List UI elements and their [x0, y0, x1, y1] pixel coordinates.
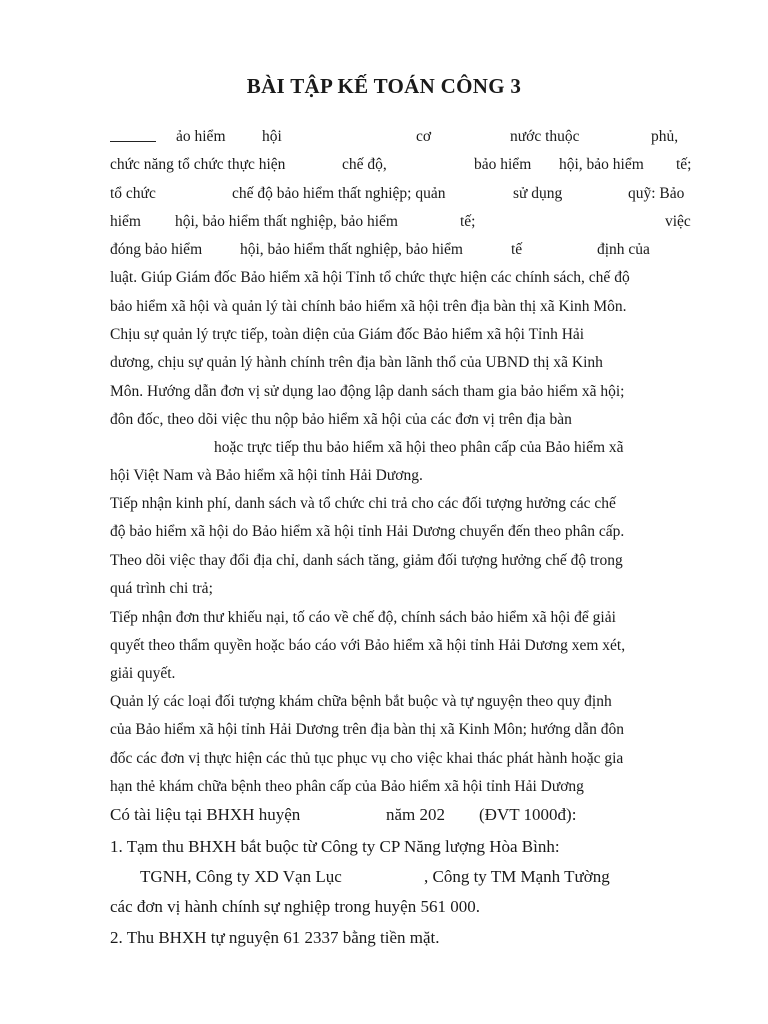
- text-fragment: hội, bảo hiểm thất nghiệp, bảo hiểm: [175, 213, 398, 230]
- text-line-1: [110, 126, 694, 148]
- item-2-line: 2. Thu BHXH tự nguyện 61 2337 bằng tiền mặt.: [110, 928, 440, 947]
- text-line-2: [110, 154, 694, 176]
- text-fragment: phủ,: [651, 128, 679, 145]
- text-line: Tiếp nhận kinh phí, danh sách và tổ chức chi trả cho các đối tượng hưởng các chế: [110, 495, 616, 512]
- item-1-continuation: [110, 866, 694, 888]
- text-fragment: tế;: [676, 156, 692, 173]
- text-line: quyết theo thẩm quyền hoặc báo cáo với Bảo hiểm xã hội tỉnh Hải Dương xem xét,: [110, 637, 626, 654]
- text-fragment: năm 202: [386, 805, 446, 824]
- text-fragment: nước thuộc: [510, 128, 580, 145]
- text-fragment: hội, bảo hiểm thất nghiệp, bảo hiểm: [240, 241, 463, 258]
- text-line-5: [110, 239, 694, 261]
- text-line: bảo hiểm xã hội và quản lý tài chính bảo hiểm xã hội trên địa bàn thị xã Kinh Môn.: [110, 298, 627, 315]
- text-fragment: bảo hiểm: [474, 156, 532, 173]
- item-1-line: 1. Tạm thu BHXH bắt buộc từ Công ty CP Năng lượng Hòa Bình:: [110, 837, 560, 856]
- text-line: đốc các đơn vị thực hiện các thủ tục phục vụ cho việc khai thác phát hành hoặc gia: [110, 750, 624, 767]
- text-fragment: việc: [665, 213, 691, 230]
- text-fragment: chức năng tổ chức thực hiện: [110, 156, 286, 173]
- text-fragment: cơ: [416, 128, 432, 145]
- text-line: của Bảo hiểm xã hội tỉnh Hải Dương trên địa bàn thị xã Kinh Môn; hướng dẫn đôn: [110, 721, 625, 738]
- text-fragment: ảo hiểm: [176, 128, 226, 145]
- text-fragment: chế độ,: [342, 156, 387, 173]
- text-line: độ bảo hiểm xã hội do Bảo hiểm xã hội tỉnh Hải Dương chuyển đến theo phân cấp.: [110, 523, 625, 540]
- text-line: hạn thẻ khám chữa bệnh theo phân cấp của Bảo hiểm xã hội tỉnh Hải Dương: [110, 778, 584, 795]
- blank-underline: [110, 141, 156, 142]
- text-fragment: hoặc trực tiếp thu bảo hiểm xã hội theo phân cấp của Bảo hiểm xã: [214, 439, 624, 456]
- text-line: [110, 437, 694, 459]
- text-line-3: [110, 183, 694, 205]
- text-fragment: tế: [511, 241, 523, 258]
- text-fragment: , Công ty TM Mạnh Tường: [424, 867, 610, 886]
- item-1-end-line: các đơn vị hành chính sự nghiệp trong huyện 561 000.: [110, 897, 480, 916]
- text-fragment: sử dụng: [513, 185, 563, 202]
- text-fragment: tổ chức: [110, 185, 156, 202]
- text-fragment: hiểm: [110, 213, 141, 230]
- text-fragment: tế;: [460, 213, 476, 230]
- text-fragment: TGNH, Công ty XD Vạn Lục: [140, 867, 342, 886]
- text-line: Môn. Hướng dẫn đơn vị sử dụng lao động lập danh sách tham gia bảo hiểm xã hội;: [110, 383, 625, 400]
- text-line: Chịu sự quản lý trực tiếp, toàn diện của Giám đốc Bảo hiểm xã hội Tỉnh Hải: [110, 326, 585, 343]
- text-line-4: [110, 211, 694, 233]
- text-line: Theo dõi việc thay đổi địa chỉ, danh sách tăng, giảm đối tượng hưởng chế độ trong: [110, 552, 623, 569]
- text-fragment: hội: [262, 128, 282, 145]
- data-intro-line: [110, 804, 694, 826]
- text-fragment: (ĐVT 1000đ):: [479, 805, 577, 824]
- text-fragment: đóng bảo hiểm: [110, 241, 203, 258]
- text-fragment: định của: [597, 241, 650, 258]
- text-fragment: hội, bảo hiểm: [559, 156, 644, 173]
- text-fragment: chế độ bảo hiểm thất nghiệp; quản: [232, 185, 446, 202]
- text-line: luật. Giúp Giám đốc Bảo hiểm xã hội Tỉnh tổ chức thực hiện các chính sách, chế độ: [110, 269, 630, 286]
- text-line: dương, chịu sự quản lý hành chính trên địa bàn lãnh thổ của UBND thị xã Kinh: [110, 354, 603, 371]
- text-line: hội Việt Nam và Bảo hiểm xã hội tỉnh Hải Dương.: [110, 467, 423, 484]
- text-line: quá trình chi trả;: [110, 580, 213, 597]
- text-fragment: quỹ: Bảo: [628, 185, 685, 202]
- text-line: Quản lý các loại đối tượng khám chữa bệnh bắt buộc và tự nguyện theo quy định: [110, 693, 612, 710]
- text-line: đôn đốc, theo dõi việc thu nộp bảo hiểm xã hội của các đơn vị trên địa bàn: [110, 411, 572, 428]
- document-title: BÀI TẬP KẾ TOÁN CÔNG 3: [246, 74, 522, 98]
- text-line: giải quyết.: [110, 665, 176, 682]
- text-line: Tiếp nhận đơn thư khiếu nại, tố cáo về chế độ, chính sách bảo hiểm xã hội để giải: [110, 609, 616, 626]
- text-fragment: Có tài liệu tại BHXH huyện: [110, 805, 301, 824]
